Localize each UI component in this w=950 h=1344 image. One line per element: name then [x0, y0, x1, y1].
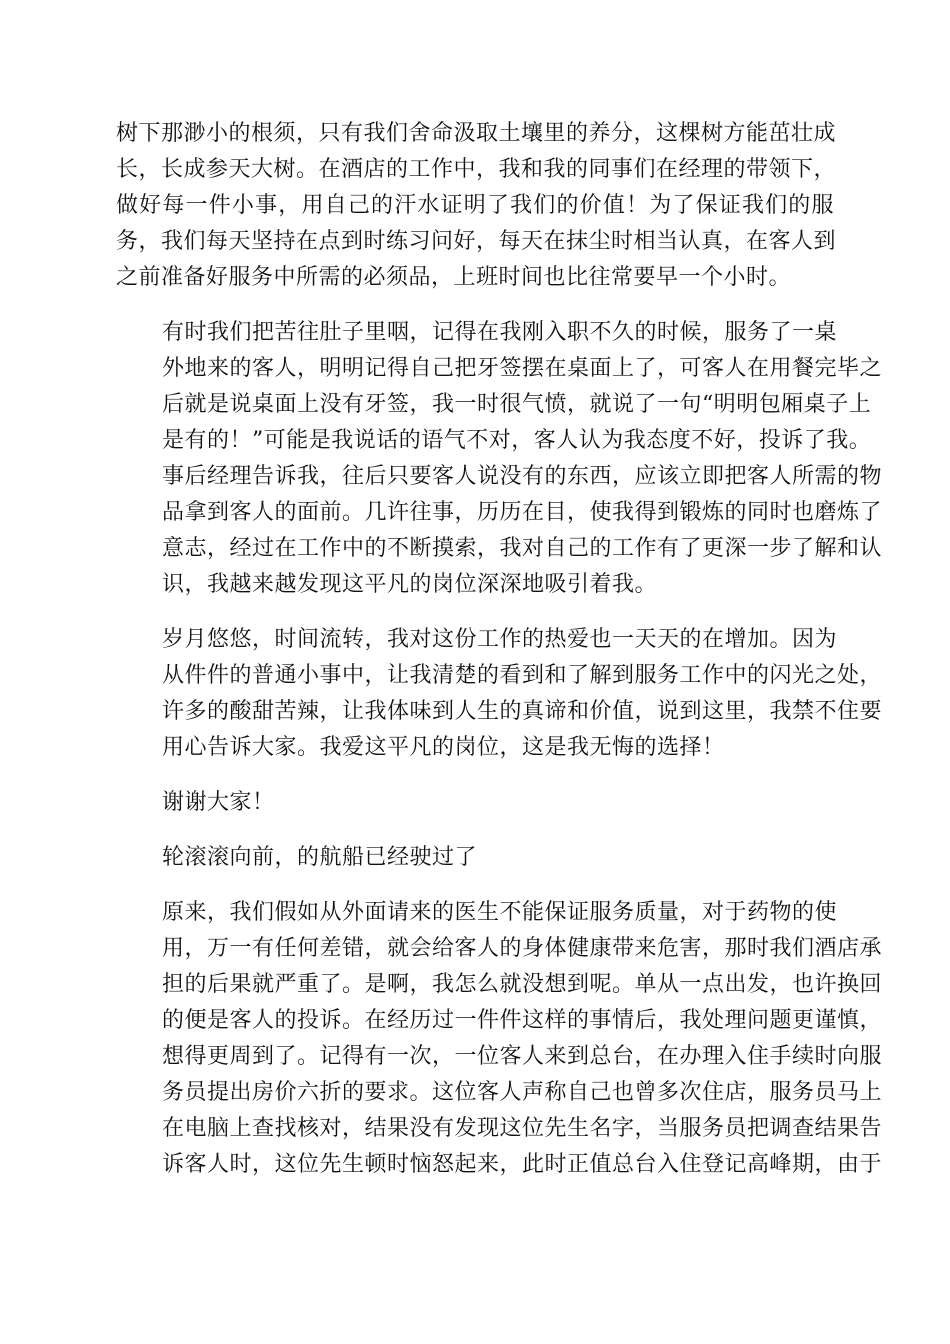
text-line: 担的后果就严重了。是啊，我怎么就没想到呢。单从一点出发，也许换回 [162, 972, 883, 997]
paragraph-4 [116, 785, 834, 821]
text-line: 品拿到客人的面前。几许往事，历历在目，使我得到锻炼的同时也磨炼了 [162, 500, 883, 525]
text-line: 想得更周到了。记得有一次，一位客人来到总台，在办理入住手续时向服 [162, 1044, 883, 1069]
text-line: 务员提出房价六折的要求。这位客人声称自己也曾多次住店，服务员马上 [162, 1080, 883, 1105]
text-line: 事后经理告诉我，往后只要客人说没有的东西，应该立即把客人所需的物 [162, 464, 883, 489]
text-line: 之前准备好服务中所需的必须品，上班时间也比往常要早一个小时。 [116, 265, 792, 290]
text-line: 有时我们把苦往肚子里咽，记得在我刚入职不久的时候，服务了一桌 [162, 320, 838, 345]
text-line: 外地来的客人，明明记得自己把牙签摆在桌面上了，可客人在用餐完毕之 [162, 356, 883, 381]
text-line: 岁月悠悠，时间流转，我对这份工作的热爱也一天天的在增加。因为 [162, 627, 838, 652]
paragraph-2 [116, 315, 883, 603]
paragraph-1 [116, 116, 837, 296]
text-line: 用心告诉大家。我爱这平凡的岗位，这是我无悔的选择！ [162, 735, 725, 760]
text-line: 后就是说桌面上没有牙签，我一时很气愤，就说了一句“明明包厢桌子上 [162, 392, 872, 417]
text-line: 在电脑上查找核对，结果没有发现这位先生名字，当服务员把调查结果告 [162, 1116, 883, 1141]
text-line: 从件件的普通小事中，让我清楚的看到和了解到服务工作中的闪光之处， [162, 663, 883, 688]
text-line: 是有的！”可能是我说话的语气不对，客人认为我态度不好，投诉了我。 [162, 428, 872, 453]
text-line: 长，长成参天大树。在酒店的工作中，我和我的同事们在经理的带领下， [116, 157, 837, 182]
text-line: 务，我们每天坚持在点到时练习问好，每天在抹尘时相当认真，在客人到 [116, 229, 837, 254]
text-line: 用，万一有任何差错，就会给客人的身体健康带来危害，那时我们酒店承 [162, 936, 883, 961]
text-line: 识，我越来越发现这平凡的岗位深深地吸引着我。 [162, 572, 658, 597]
document-body [116, 116, 883, 1202]
text-line: 做好每一件小事，用自己的汗水证明了我们的价值！为了保证我们的服 [116, 193, 834, 218]
text-line: 的便是客人的投诉。在经历过一件件这样的事情后，我处理问题更谨慎， [162, 1008, 883, 1033]
paragraph-6 [116, 895, 883, 1183]
text-line: 诉客人时，这位先生顿时恼怒起来，此时正值总台入住登记高峰期，由于 [162, 1152, 883, 1177]
text-line: 意志，经过在工作中的不断摸索，我对自己的工作有了更深一步了解和认 [162, 536, 883, 561]
text-line: 谢谢大家！ [162, 790, 275, 815]
text-line: 原来，我们假如从外面请来的医生不能保证服务质量，对于药物的使 [162, 900, 838, 925]
paragraph-3 [116, 622, 883, 766]
paragraph-5 [116, 840, 834, 876]
text-line: 许多的酸甜苦辣，让我体味到人生的真谛和价值，说到这里，我禁不住要 [162, 699, 883, 724]
text-line: 轮滚滚向前，的航船已经驶过了 [162, 845, 478, 870]
text-line: 树下那渺小的根须，只有我们舍命汲取土壤里的养分，这棵树方能茁壮成 [116, 121, 837, 146]
